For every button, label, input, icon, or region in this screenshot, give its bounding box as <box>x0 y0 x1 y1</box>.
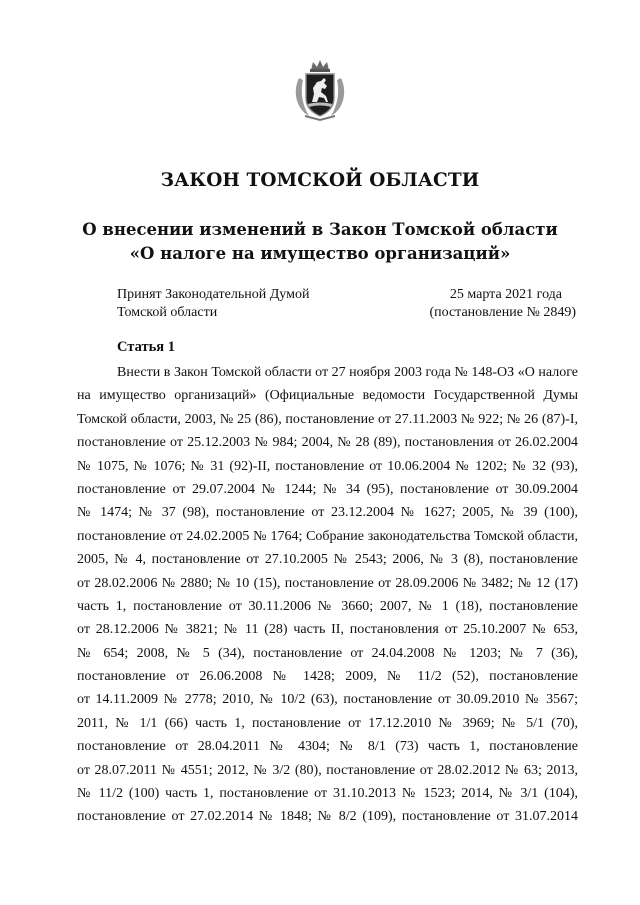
law-subject <box>0 218 640 266</box>
article-heading: Статья 1 <box>117 339 175 355</box>
paragraph-line: Внести в Закон Томской области от 27 ноября 2003 года № 148-ОЗ «О налоге <box>117 365 578 380</box>
article-paragraph <box>77 361 578 829</box>
adopted-by-line: Томской области <box>117 305 218 320</box>
resolution-number: (постановление № 2849) <box>429 305 576 320</box>
paragraph-line: № 1075, № 1076; № 31 (92)-II, постановление от 10.06.2004 № 1202; № 32 (93), <box>77 458 578 474</box>
law-title: ЗАКОН ТОМСКОЙ ОБЛАСТИ <box>160 170 480 191</box>
paragraph-line: от 28.07.2011 № 4551; 2012, № 3/2 (80), постановление от 28.02.2012 № 63; 2013, <box>77 762 578 778</box>
subject-line: О внесении изменений в Закон Томской области <box>82 220 558 239</box>
adoption-details <box>429 286 576 322</box>
paragraph-line: на имущество организаций» (Официальные ведомости Государственной Думы <box>77 388 578 404</box>
paragraph-line: постановление от 28.04.2011 № 4304; № 8/1 (73) часть 1, постановление <box>77 739 578 755</box>
paragraph-line: Томской области, 2003, № 25 (86), постановление от 27.11.2003 № 922; № 26 (87)-I, <box>77 411 578 427</box>
adopted-by-line: Принят Законодательной Думой <box>117 287 310 302</box>
paragraph-line: от 28.12.2006 № 3821; № 11 (28) часть II, постановления от 25.10.2007 № 653, <box>77 622 578 638</box>
paragraph-line: 2005, № 4, постановление от 27.10.2005 № 2543; 2006, № 3 (8), постановление <box>77 552 578 568</box>
paragraph-line: от 28.02.2006 № 2880; № 10 (15), постановление от 28.09.2006 № 3482; № 12 (17) <box>77 575 578 591</box>
tomsk-coat-of-arms-icon <box>291 56 349 122</box>
subject-line: «О налоге на имущество организаций» <box>129 244 511 263</box>
paragraph-line: часть 1, постановление от 30.11.2006 № 3660; 2007, № 1 (18), постановление <box>77 598 578 614</box>
paragraph-line: постановление от 25.12.2003 № 984; 2004, № 28 (89), постановления от 26.02.2004 <box>77 435 578 451</box>
paragraph-line: постановление от 27.02.2014 № 1848; № 8/2 (109), постановление от 31.07.2014 <box>77 809 578 825</box>
paragraph-line: № 1474; № 37 (98), постановление от 23.12.2004 № 1627; 2005, № 39 (100), <box>77 505 578 521</box>
paragraph-line: от 14.11.2009 № 2778; 2010, № 10/2 (63), постановление от 30.09.2010 № 3567; <box>77 692 578 708</box>
paragraph-line: 2011, № 1/1 (66) часть 1, постановление от 17.12.2010 № 3969; № 5/1 (70), <box>77 715 578 731</box>
adopted-by <box>117 286 309 322</box>
paragraph-line: постановление от 26.06.2008 № 1428; 2009, № 11/2 (52), постановление <box>77 669 578 685</box>
paragraph-line: № 11/2 (100) часть 1, постановление от 31.10.2013 № 1523; 2014, № 3/1 (104), <box>77 786 578 802</box>
paragraph-line: постановление от 29.07.2004 № 1244; № 34 (95), постановление от 30.09.2004 <box>77 481 578 497</box>
adoption-date: 25 марта 2021 года <box>449 287 562 302</box>
paragraph-line: № 654; 2008, № 5 (34), постановление от 24.04.2008 № 1203; № 7 (36), <box>77 645 578 661</box>
paragraph-line: постановление от 24.02.2005 № 1764; Собрание законодательства Томской области, <box>77 528 578 544</box>
